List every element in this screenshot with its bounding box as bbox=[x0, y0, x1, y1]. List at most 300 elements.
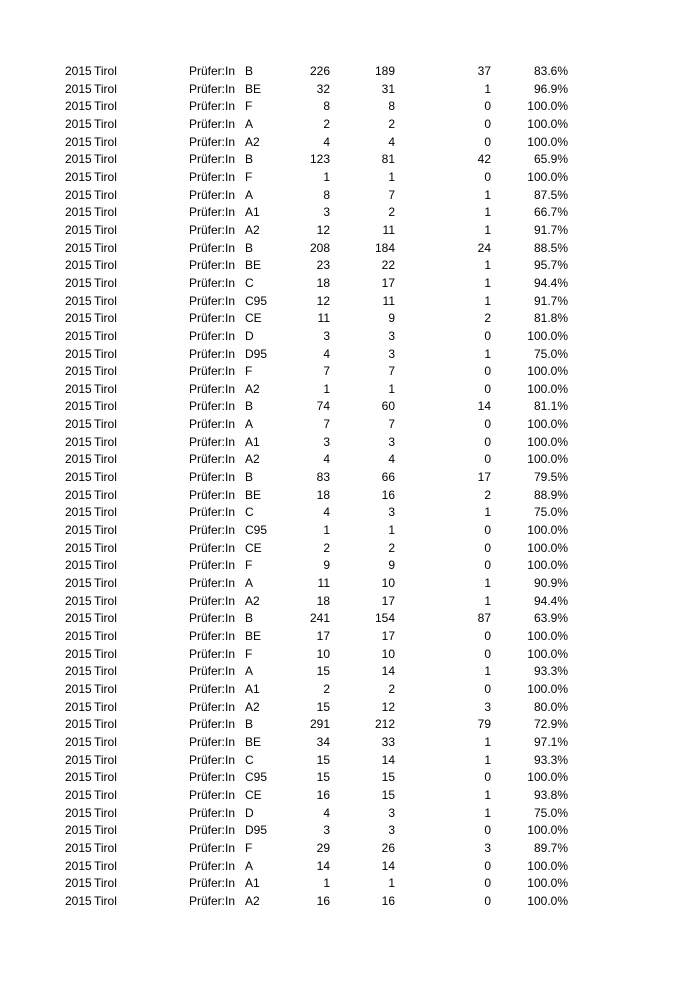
role-cell: Prüfer:In bbox=[189, 187, 236, 202]
total-cell: 1 bbox=[323, 876, 330, 891]
region-cell: Tirol bbox=[94, 805, 117, 820]
role-cell: Prüfer:In bbox=[189, 64, 236, 78]
failed-cell: 0 bbox=[484, 629, 491, 643]
role-cell: Prüfer:In bbox=[189, 717, 236, 732]
year-cell: 2015 bbox=[65, 187, 92, 202]
failed-cell: 0 bbox=[484, 681, 491, 696]
total-cell: 18 bbox=[316, 593, 330, 608]
role-cell: Prüfer:In bbox=[189, 787, 236, 802]
license-class-cell: D95 bbox=[245, 346, 268, 361]
license-class-cell: B bbox=[245, 611, 254, 626]
total-cell: 241 bbox=[309, 611, 330, 626]
license-class-cell: C95 bbox=[245, 770, 268, 785]
table-row bbox=[0, 540, 700, 558]
role-cell: Prüfer:In bbox=[189, 611, 236, 626]
license-class-cell: F bbox=[245, 169, 253, 184]
passed-cell: 8 bbox=[388, 99, 395, 114]
passed-cell: 3 bbox=[388, 805, 395, 820]
year-cell: 2015 bbox=[65, 752, 92, 767]
table-row bbox=[0, 610, 700, 628]
year-cell: 2015 bbox=[65, 311, 92, 326]
year-cell: 2015 bbox=[65, 134, 92, 149]
failed-cell: 0 bbox=[484, 893, 491, 908]
role-cell: Prüfer:In bbox=[189, 823, 236, 838]
failed-cell: 0 bbox=[484, 540, 491, 555]
pass-rate-cell: 95.7% bbox=[533, 258, 568, 273]
region-cell: Tirol bbox=[94, 876, 117, 891]
year-cell: 2015 bbox=[65, 487, 92, 502]
year-cell: 2015 bbox=[65, 576, 92, 591]
table-row bbox=[0, 663, 700, 681]
role-cell: Prüfer:In bbox=[189, 364, 236, 379]
region-cell: Tirol bbox=[94, 717, 117, 732]
license-class-cell: BE bbox=[245, 258, 262, 273]
total-cell: 11 bbox=[317, 576, 330, 591]
passed-cell: 14 bbox=[381, 752, 395, 767]
pass-rate-cell: 100.0% bbox=[527, 876, 568, 891]
pass-rate-cell: 100.0% bbox=[527, 646, 568, 661]
table-row bbox=[0, 151, 700, 169]
total-cell: 2 bbox=[323, 681, 330, 696]
table-row bbox=[0, 734, 700, 752]
year-cell: 2015 bbox=[65, 805, 92, 820]
table-row bbox=[0, 222, 700, 240]
pass-rate-cell: 88.9% bbox=[533, 487, 568, 502]
passed-cell: 14 bbox=[381, 858, 395, 873]
failed-cell: 2 bbox=[484, 487, 491, 502]
failed-cell: 1 bbox=[484, 576, 491, 591]
year-cell: 2015 bbox=[65, 417, 92, 432]
pass-rate-cell: 90.9% bbox=[533, 576, 568, 591]
table-row bbox=[0, 487, 700, 505]
passed-cell: 10 bbox=[381, 646, 395, 661]
region-cell: Tirol bbox=[94, 169, 117, 184]
passed-cell: 14 bbox=[381, 664, 395, 679]
year-cell: 2015 bbox=[65, 81, 92, 96]
failed-cell: 1 bbox=[484, 752, 491, 767]
failed-cell: 0 bbox=[484, 99, 491, 114]
passed-cell: 3 bbox=[388, 328, 395, 343]
failed-cell: 1 bbox=[484, 205, 491, 220]
passed-cell: 3 bbox=[388, 346, 395, 361]
year-cell: 2015 bbox=[65, 470, 92, 485]
pass-rate-cell: 100.0% bbox=[527, 681, 568, 696]
passed-cell: 22 bbox=[381, 258, 395, 273]
table-row bbox=[0, 381, 700, 399]
role-cell: Prüfer:In bbox=[189, 275, 236, 290]
year-cell: 2015 bbox=[65, 858, 92, 873]
role-cell: Prüfer:In bbox=[189, 205, 236, 220]
region-cell: Tirol bbox=[94, 81, 117, 96]
pass-rate-cell: 83.6% bbox=[533, 64, 568, 78]
total-cell: 9 bbox=[323, 558, 330, 573]
role-cell: Prüfer:In bbox=[189, 399, 236, 414]
table-row bbox=[0, 628, 700, 646]
passed-cell: 4 bbox=[388, 134, 395, 149]
role-cell: Prüfer:In bbox=[189, 328, 236, 343]
year-cell: 2015 bbox=[65, 293, 92, 308]
license-class-cell: CE bbox=[245, 540, 262, 555]
pass-rate-cell: 81.8% bbox=[533, 311, 568, 326]
total-cell: 10 bbox=[316, 646, 330, 661]
table-row bbox=[0, 875, 700, 893]
passed-cell: 2 bbox=[388, 205, 395, 220]
total-cell: 3 bbox=[323, 328, 330, 343]
role-cell: Prüfer:In bbox=[189, 240, 236, 255]
total-cell: 226 bbox=[309, 64, 330, 78]
region-cell: Tirol bbox=[94, 364, 117, 379]
total-cell: 2 bbox=[323, 540, 330, 555]
total-cell: 83 bbox=[316, 470, 330, 485]
failed-cell: 0 bbox=[484, 381, 491, 396]
total-cell: 291 bbox=[309, 717, 330, 732]
passed-cell: 1 bbox=[388, 523, 395, 538]
role-cell: Prüfer:In bbox=[189, 81, 236, 96]
role-cell: Prüfer:In bbox=[189, 134, 236, 149]
year-cell: 2015 bbox=[65, 381, 92, 396]
passed-cell: 31 bbox=[381, 81, 395, 96]
passed-cell: 1 bbox=[388, 876, 395, 891]
license-class-cell: F bbox=[245, 646, 253, 661]
license-class-cell: A bbox=[245, 576, 254, 591]
total-cell: 8 bbox=[323, 187, 330, 202]
failed-cell: 1 bbox=[484, 505, 491, 520]
total-cell: 7 bbox=[323, 417, 330, 432]
license-class-cell: C95 bbox=[245, 293, 268, 308]
license-class-cell: A bbox=[245, 858, 254, 873]
total-cell: 11 bbox=[317, 311, 330, 326]
total-cell: 4 bbox=[323, 505, 330, 520]
role-cell: Prüfer:In bbox=[189, 152, 236, 167]
failed-cell: 1 bbox=[484, 593, 491, 608]
table-row bbox=[0, 363, 700, 381]
region-cell: Tirol bbox=[94, 417, 117, 432]
failed-cell: 1 bbox=[484, 222, 491, 237]
table-row bbox=[0, 398, 700, 416]
total-cell: 17 bbox=[316, 629, 330, 643]
table-row bbox=[0, 504, 700, 522]
license-class-cell: A2 bbox=[245, 893, 260, 908]
table-row bbox=[0, 187, 700, 205]
pass-rate-cell: 91.7% bbox=[533, 293, 568, 308]
region-cell: Tirol bbox=[94, 293, 117, 308]
pass-rate-cell: 94.4% bbox=[533, 275, 568, 290]
license-class-cell: BE bbox=[245, 734, 262, 749]
year-cell: 2015 bbox=[65, 205, 92, 220]
table-row bbox=[0, 681, 700, 699]
year-cell: 2015 bbox=[65, 328, 92, 343]
pass-rate-cell: 100.0% bbox=[527, 893, 568, 908]
total-cell: 15 bbox=[316, 770, 330, 785]
total-cell: 1 bbox=[323, 169, 330, 184]
table-row bbox=[0, 575, 700, 593]
passed-cell: 15 bbox=[381, 787, 395, 802]
region-cell: Tirol bbox=[94, 505, 117, 520]
table-row bbox=[0, 204, 700, 222]
region-cell: Tirol bbox=[94, 134, 117, 149]
region-cell: Tirol bbox=[94, 116, 117, 131]
total-cell: 74 bbox=[316, 399, 330, 414]
passed-cell: 11 bbox=[382, 222, 395, 237]
year-cell: 2015 bbox=[65, 734, 92, 749]
region-cell: Tirol bbox=[94, 558, 117, 573]
license-class-cell: B bbox=[245, 470, 254, 485]
pass-rate-cell: 81.1% bbox=[533, 399, 568, 414]
table-row bbox=[0, 893, 700, 911]
license-class-cell: D95 bbox=[245, 823, 268, 838]
role-cell: Prüfer:In bbox=[189, 434, 236, 449]
region-cell: Tirol bbox=[94, 258, 117, 273]
role-cell: Prüfer:In bbox=[189, 805, 236, 820]
total-cell: 29 bbox=[316, 840, 330, 855]
passed-cell: 17 bbox=[381, 275, 395, 290]
license-class-cell: F bbox=[245, 840, 253, 855]
failed-cell: 0 bbox=[484, 646, 491, 661]
license-class-cell: B bbox=[245, 717, 254, 732]
region-cell: Tirol bbox=[94, 629, 117, 643]
region-cell: Tirol bbox=[94, 205, 117, 220]
table-row bbox=[0, 116, 700, 134]
license-class-cell: C bbox=[245, 505, 254, 520]
passed-cell: 212 bbox=[374, 717, 395, 732]
pass-rate-cell: 93.8% bbox=[533, 787, 568, 802]
passed-cell: 7 bbox=[388, 364, 395, 379]
failed-cell: 1 bbox=[484, 787, 491, 802]
license-class-cell: A2 bbox=[245, 134, 260, 149]
pass-rate-cell: 75.0% bbox=[533, 805, 568, 820]
year-cell: 2015 bbox=[65, 629, 92, 643]
passed-cell: 3 bbox=[388, 823, 395, 838]
total-cell: 3 bbox=[323, 823, 330, 838]
table-row bbox=[0, 310, 700, 328]
pass-rate-cell: 63.9% bbox=[533, 611, 568, 626]
total-cell: 4 bbox=[323, 134, 330, 149]
year-cell: 2015 bbox=[65, 275, 92, 290]
license-class-cell: D bbox=[245, 805, 254, 820]
total-cell: 15 bbox=[316, 664, 330, 679]
region-cell: Tirol bbox=[94, 646, 117, 661]
role-cell: Prüfer:In bbox=[189, 752, 236, 767]
table-row bbox=[0, 169, 700, 187]
region-cell: Tirol bbox=[94, 823, 117, 838]
passed-cell: 4 bbox=[388, 452, 395, 467]
region-cell: Tirol bbox=[94, 187, 117, 202]
pass-rate-cell: 100.0% bbox=[527, 523, 568, 538]
role-cell: Prüfer:In bbox=[189, 470, 236, 485]
passed-cell: 189 bbox=[374, 64, 395, 78]
total-cell: 1 bbox=[323, 523, 330, 538]
table-row bbox=[0, 805, 700, 823]
license-class-cell: C95 bbox=[245, 523, 268, 538]
license-class-cell: B bbox=[245, 152, 254, 167]
total-cell: 4 bbox=[323, 805, 330, 820]
table-row bbox=[0, 98, 700, 116]
failed-cell: 0 bbox=[484, 858, 491, 873]
passed-cell: 9 bbox=[388, 558, 395, 573]
role-cell: Prüfer:In bbox=[189, 646, 236, 661]
license-class-cell: A bbox=[245, 187, 254, 202]
year-cell: 2015 bbox=[65, 169, 92, 184]
region-cell: Tirol bbox=[94, 540, 117, 555]
region-cell: Tirol bbox=[94, 664, 117, 679]
role-cell: Prüfer:In bbox=[189, 840, 236, 855]
passed-cell: 2 bbox=[388, 540, 395, 555]
role-cell: Prüfer:In bbox=[189, 876, 236, 891]
license-class-cell: A2 bbox=[245, 222, 260, 237]
passed-cell: 10 bbox=[381, 576, 395, 591]
region-cell: Tirol bbox=[94, 893, 117, 908]
passed-cell: 3 bbox=[388, 505, 395, 520]
role-cell: Prüfer:In bbox=[189, 311, 236, 326]
passed-cell: 1 bbox=[388, 381, 395, 396]
year-cell: 2015 bbox=[65, 99, 92, 114]
role-cell: Prüfer:In bbox=[189, 258, 236, 273]
total-cell: 32 bbox=[316, 81, 330, 96]
region-cell: Tirol bbox=[94, 858, 117, 873]
total-cell: 14 bbox=[316, 858, 330, 873]
pass-rate-cell: 100.0% bbox=[527, 417, 568, 432]
pass-rate-cell: 80.0% bbox=[533, 699, 568, 714]
pass-rate-cell: 91.7% bbox=[533, 222, 568, 237]
role-cell: Prüfer:In bbox=[189, 558, 236, 573]
table-row bbox=[0, 522, 700, 540]
region-cell: Tirol bbox=[94, 752, 117, 767]
pass-rate-cell: 100.0% bbox=[527, 328, 568, 343]
passed-cell: 66 bbox=[381, 470, 395, 485]
pass-rate-cell: 100.0% bbox=[527, 823, 568, 838]
table-row bbox=[0, 434, 700, 452]
table-row bbox=[0, 699, 700, 717]
table-row bbox=[0, 752, 700, 770]
total-cell: 3 bbox=[323, 434, 330, 449]
role-cell: Prüfer:In bbox=[189, 523, 236, 538]
pass-rate-cell: 75.0% bbox=[533, 505, 568, 520]
license-class-cell: A1 bbox=[245, 876, 260, 891]
failed-cell: 1 bbox=[484, 805, 491, 820]
year-cell: 2015 bbox=[65, 346, 92, 361]
license-class-cell: A2 bbox=[245, 593, 260, 608]
passed-cell: 81 bbox=[381, 152, 395, 167]
passed-cell: 60 bbox=[381, 399, 395, 414]
total-cell: 2 bbox=[323, 116, 330, 131]
year-cell: 2015 bbox=[65, 699, 92, 714]
year-cell: 2015 bbox=[65, 664, 92, 679]
failed-cell: 1 bbox=[484, 187, 491, 202]
role-cell: Prüfer:In bbox=[189, 222, 236, 237]
region-cell: Tirol bbox=[94, 611, 117, 626]
year-cell: 2015 bbox=[65, 893, 92, 908]
failed-cell: 0 bbox=[484, 452, 491, 467]
year-cell: 2015 bbox=[65, 152, 92, 167]
total-cell: 18 bbox=[316, 487, 330, 502]
total-cell: 16 bbox=[316, 787, 330, 802]
pass-rate-cell: 88.5% bbox=[533, 240, 568, 255]
role-cell: Prüfer:In bbox=[189, 734, 236, 749]
failed-cell: 2 bbox=[484, 311, 491, 326]
pass-rate-cell: 100.0% bbox=[527, 381, 568, 396]
failed-cell: 1 bbox=[484, 258, 491, 273]
failed-cell: 0 bbox=[484, 434, 491, 449]
region-cell: Tirol bbox=[94, 222, 117, 237]
failed-cell: 1 bbox=[484, 664, 491, 679]
year-cell: 2015 bbox=[65, 364, 92, 379]
year-cell: 2015 bbox=[65, 840, 92, 855]
license-class-cell: A1 bbox=[245, 681, 260, 696]
role-cell: Prüfer:In bbox=[189, 893, 236, 908]
license-class-cell: C bbox=[245, 752, 254, 767]
passed-cell: 2 bbox=[388, 681, 395, 696]
role-cell: Prüfer:In bbox=[189, 540, 236, 555]
total-cell: 7 bbox=[323, 364, 330, 379]
region-cell: Tirol bbox=[94, 434, 117, 449]
pass-rate-cell: 75.0% bbox=[533, 346, 568, 361]
pass-rate-cell: 97.1% bbox=[533, 734, 568, 749]
role-cell: Prüfer:In bbox=[189, 487, 236, 502]
pass-rate-cell: 100.0% bbox=[527, 858, 568, 873]
role-cell: Prüfer:In bbox=[189, 576, 236, 591]
failed-cell: 0 bbox=[484, 116, 491, 131]
table-row bbox=[0, 328, 700, 346]
pass-rate-cell: 72.9% bbox=[533, 717, 568, 732]
pass-rate-cell: 65.9% bbox=[533, 152, 568, 167]
pass-rate-cell: 100.0% bbox=[527, 99, 568, 114]
table-row bbox=[0, 557, 700, 575]
license-class-cell: F bbox=[245, 364, 253, 379]
passed-cell: 154 bbox=[374, 611, 395, 626]
table-row bbox=[0, 822, 700, 840]
year-cell: 2015 bbox=[65, 523, 92, 538]
table-row bbox=[0, 646, 700, 664]
failed-cell: 0 bbox=[484, 770, 491, 785]
failed-cell: 37 bbox=[477, 64, 491, 78]
pass-rate-cell: 100.0% bbox=[527, 540, 568, 555]
pass-rate-cell: 100.0% bbox=[527, 770, 568, 785]
table-row bbox=[0, 593, 700, 611]
license-class-cell: F bbox=[245, 558, 253, 573]
region-cell: Tirol bbox=[94, 152, 117, 167]
table-row bbox=[0, 257, 700, 275]
region-cell: Tirol bbox=[94, 470, 117, 485]
region-cell: Tirol bbox=[94, 523, 117, 538]
table-row bbox=[0, 787, 700, 805]
passed-cell: 12 bbox=[381, 699, 395, 714]
region-cell: Tirol bbox=[94, 399, 117, 414]
table-row bbox=[0, 769, 700, 787]
region-cell: Tirol bbox=[94, 381, 117, 396]
passed-cell: 33 bbox=[381, 734, 395, 749]
license-class-cell: B bbox=[245, 64, 254, 78]
year-cell: 2015 bbox=[65, 452, 92, 467]
total-cell: 208 bbox=[309, 240, 330, 255]
role-cell: Prüfer:In bbox=[189, 99, 236, 114]
failed-cell: 3 bbox=[484, 840, 491, 855]
failed-cell: 1 bbox=[484, 734, 491, 749]
role-cell: Prüfer:In bbox=[189, 505, 236, 520]
license-class-cell: CE bbox=[245, 787, 262, 802]
pass-rate-cell: 94.4% bbox=[533, 593, 568, 608]
table-row bbox=[0, 275, 700, 293]
year-cell: 2015 bbox=[65, 258, 92, 273]
passed-cell: 3 bbox=[388, 434, 395, 449]
region-cell: Tirol bbox=[94, 840, 117, 855]
failed-cell: 0 bbox=[484, 134, 491, 149]
license-class-cell: F bbox=[245, 99, 253, 114]
year-cell: 2015 bbox=[65, 681, 92, 696]
region-cell: Tirol bbox=[94, 99, 117, 114]
passed-cell: 7 bbox=[388, 417, 395, 432]
region-cell: Tirol bbox=[94, 787, 117, 802]
total-cell: 1 bbox=[323, 381, 330, 396]
